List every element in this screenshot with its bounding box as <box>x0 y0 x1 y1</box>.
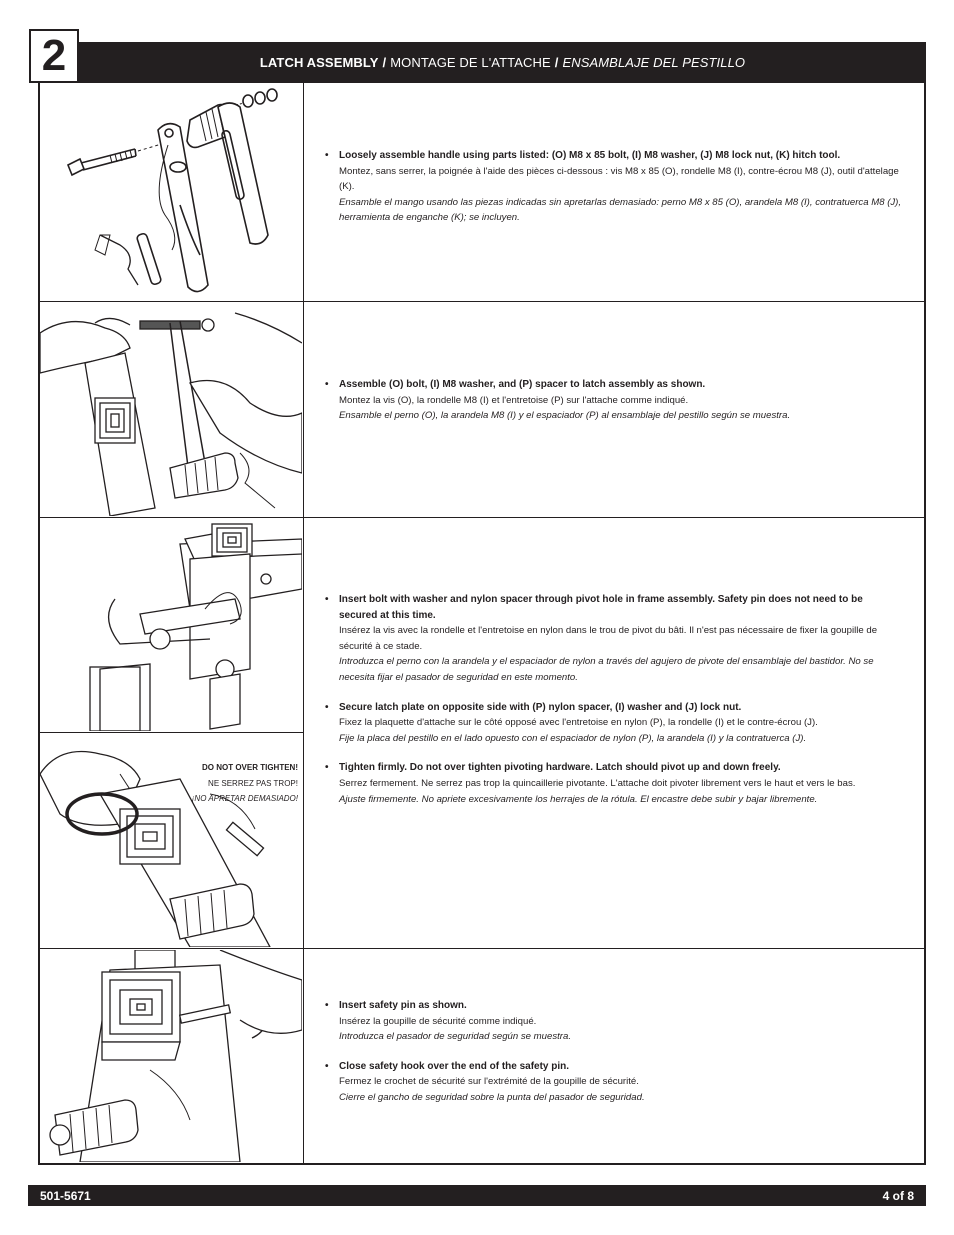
instruction-fr: Montez la vis (O), la rondelle M8 (I) et l'entretoise (P) sur l'attache comme indiqué. <box>339 394 689 406</box>
instruction-es: Ensamble el mango usando las piezas indicadas sin apretarlas demasiado: perno M8 x 85 (O), arandela M8 (I), contratuerca M8 (J), herramienta de enganche (K); se incluyen. <box>339 196 902 224</box>
instruction-en: Tighten firmly. Do not over tighten pivoting hardware. Latch should pivot up and down freely. <box>339 762 781 774</box>
warning-callout <box>160 760 298 807</box>
instruction-bullet <box>323 377 903 424</box>
instruction-es: Fije la placa del pestillo en el lado opuesto con el espaciador de nylon (P), la arandela (I) y la contratuerca (J). <box>339 732 807 744</box>
handle-parts-illustration <box>40 85 302 300</box>
instruction-bullet <box>323 700 903 747</box>
instruction-bullet <box>323 1059 903 1106</box>
instruction-en: Insert safety pin as shown. <box>339 1000 467 1011</box>
instruction-bullet <box>323 760 903 807</box>
section-2-text <box>323 377 903 438</box>
instruction-fr: Insérez la goupille de sécurité comme indiqué. <box>339 1015 537 1027</box>
instruction-fr: Fixez la plaquette d'attache sur le côté opposé avec l'entretoise en nylon (P), la rondelle (I) et le contre-écrou (J). <box>339 717 818 729</box>
section-4-text <box>323 998 903 1120</box>
bullet-dot: • <box>325 1000 329 1011</box>
instruction-es: Introduzca el pasador de seguridad según se muestra. <box>339 1031 571 1043</box>
section-1-text <box>323 148 903 240</box>
instruction-en: Close safety hook over the end of the safety pin. <box>339 1060 570 1072</box>
title-fr: MONTAGE DE L'ATTACHE <box>390 55 551 70</box>
instruction-bullet <box>323 148 903 226</box>
frame-latch-illustration <box>40 519 302 731</box>
instruction-es: Ajuste firmemente. No apriete excesivamente los herrajes de la rótula. El encastre debe subir y bajar libremente. <box>339 793 818 805</box>
bullet-dot: • <box>325 379 329 390</box>
instruction-bullet <box>323 592 903 686</box>
row-divider <box>38 517 926 518</box>
title-separator-1: / <box>382 55 387 70</box>
row-divider <box>38 948 926 949</box>
instruction-es: Ensamble el perno (O), la arandela M8 (I) y el espaciador (P) al ensamblaje del pestillo según se muestra. <box>339 410 791 422</box>
section-title-bar <box>79 42 926 83</box>
instruction-es: Introduzca el perno con la arandela y el espaciador de nylon a través del agujero de pivote del ensamblaje del bastidor. No se necesita fijar el pasador de seguridad en este momento. <box>339 656 874 683</box>
instruction-es: Cierre el gancho de seguridad sobre la punta del pasador de seguridad. <box>339 1091 645 1103</box>
bullet-dot: • <box>325 594 329 605</box>
instruction-en: Secure latch plate on opposite side with (P) nylon spacer, (I) washer and (J) lock nut. <box>339 701 742 713</box>
row-divider <box>38 301 926 302</box>
column-divider <box>303 83 304 1163</box>
part-number: 501-5671 <box>40 1188 91 1203</box>
bullet-dot: • <box>325 1060 329 1072</box>
step-number: 2 <box>29 29 79 83</box>
title-separator-2: / <box>554 55 559 70</box>
title-es: ENSAMBLAJE DEL PESTILLO <box>562 55 746 70</box>
bullet-dot: • <box>325 150 329 161</box>
bullet-dot: • <box>325 762 329 774</box>
instruction-fr: Fermez le crochet de sécurité sur l'extrémité de la goupille de sécurité. <box>339 1076 639 1088</box>
section-3-text <box>323 592 903 821</box>
warning-en: DO NOT OVER TIGHTEN! <box>202 763 298 772</box>
instruction-bullet <box>323 998 903 1045</box>
warning-fr: NE SERREZ PAS TROP! <box>208 778 298 788</box>
bullet-dot: • <box>325 701 329 713</box>
instruction-en: Loosely assemble handle using parts listed: (O) M8 x 85 bolt, (I) M8 washer, (J) M8 lock nut, (K) hitch tool. <box>339 150 841 161</box>
instruction-fr: Serrez fermement. Ne serrez pas trop la quincaillerie pivotante. L'attache doit pivoter librement vers le haut et vers le bas. <box>339 777 856 789</box>
warning-es: ¡NO APRETAR DEMASIADO! <box>191 794 298 803</box>
title-en: LATCH ASSEMBLY <box>259 55 379 70</box>
instruction-fr: Montez, sans serrer, la poignée à l'aide des pièces ci-dessous : vis M8 x 85 (O), rondelle M8 (I), contre-écrou M8 (J), outil d'attelage (K). <box>339 165 899 193</box>
bolt-assembly-illustration <box>40 303 302 516</box>
instruction-fr: Insérez la vis avec la rondelle et l'entretoise en nylon dans le trou de pivot du bâti. Il n'est pas nécessaire de fixer la goupille de sécurité à ce stade. <box>339 625 878 652</box>
instruction-en: Insert bolt with washer and nylon spacer through pivot hole in frame assembly. Safety pin does not need to be secured at this time. <box>339 594 863 621</box>
page-footer <box>28 1185 926 1206</box>
image-divider <box>38 732 304 733</box>
safety-pin-illustration <box>40 950 302 1162</box>
instruction-en: Assemble (O) bolt, (I) M8 washer, and (P) spacer to latch assembly as shown. <box>339 379 706 390</box>
page-number: 4 of 8 <box>882 1188 914 1203</box>
